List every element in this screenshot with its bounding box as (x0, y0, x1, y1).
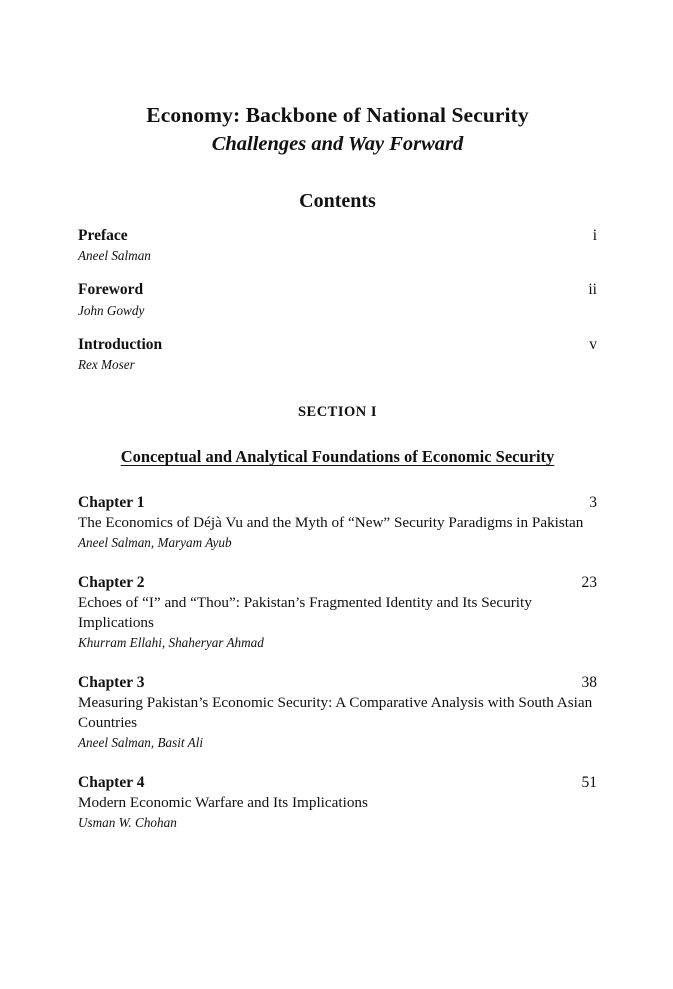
toc-entry-authors: Usman W. Chohan (78, 815, 177, 831)
toc-entry-head (78, 673, 597, 693)
contents-heading: Contents (299, 189, 376, 212)
toc-entry-preface (78, 226, 597, 265)
toc-entry-head (78, 226, 597, 246)
toc-entry-title[interactable]: The Economics of Déjà Vu and the Myth of “New” Security Paradigms in Pakistan (78, 514, 584, 532)
toc-entry-authors: Aneel Salman (78, 247, 151, 263)
toc-entry-authors: Khurram Ellahi, Shaheryar Ahmad (78, 635, 264, 651)
toc-entry-page-number: 38 (581, 673, 597, 691)
toc-entry-title[interactable]: Measuring Pakistan’s Economic Security: A Comparative Analysis with South Asian Countries (78, 694, 593, 732)
toc-entry-head (78, 493, 597, 513)
section-name: SECTION I (297, 404, 378, 421)
toc-entry-label[interactable]: Chapter 1 (78, 494, 145, 512)
toc-entry-title[interactable]: Echoes of “I” and “Thou”: Pakistan’s Fragmented Identity and Its Security Implications (78, 594, 532, 632)
toc-entry-label[interactable]: Preface (78, 226, 128, 244)
toc-entry-page-number: 23 (581, 574, 597, 592)
toc-entry-introduction (78, 335, 597, 374)
section-subtitle (78, 421, 597, 467)
book-title: Economy: Backbone of National Security (146, 103, 529, 127)
toc-entry-head (78, 335, 597, 355)
toc-entry-head (78, 573, 597, 593)
toc-entry-page-number: i (592, 226, 597, 244)
toc-entry-label[interactable]: Chapter 2 (78, 574, 145, 592)
book-subtitle: Challenges and Way Forward (211, 132, 464, 155)
toc-entry-chapter-1 (78, 493, 597, 552)
toc-entry-title[interactable]: Modern Economic Warfare and Its Implications (78, 794, 368, 812)
toc-entry-label[interactable]: Introduction (78, 336, 163, 354)
toc-entry-label[interactable]: Chapter 4 (78, 773, 145, 791)
toc-entry-chapter-4 (78, 773, 597, 832)
chapter-list (78, 493, 597, 832)
toc-entry-page-number: v (589, 336, 597, 354)
toc-entry-page-number: 3 (589, 494, 597, 512)
toc-entry-chapter-2 (78, 573, 597, 652)
toc-entry-head (78, 280, 597, 300)
page-content (78, 0, 597, 832)
toc-entry-page-number: 51 (581, 773, 597, 791)
section-divider (78, 404, 597, 467)
toc-entry-authors: Aneel Salman, Maryam Ayub (78, 535, 232, 551)
toc-entry-authors: Rex Moser (78, 357, 135, 373)
toc-entry-authors: Aneel Salman, Basit Ali (78, 735, 204, 751)
toc-entry-label[interactable]: Foreword (78, 281, 144, 299)
toc-entry-label[interactable]: Chapter 3 (78, 673, 145, 691)
toc-entry-chapter-3 (78, 673, 597, 752)
toc-entry-foreword (78, 280, 597, 319)
toc-entry-authors: John Gowdy (78, 302, 145, 318)
toc-entry-page-number: ii (588, 281, 597, 299)
toc-entry-head (78, 773, 597, 793)
section-subtitle-text: Conceptual and Analytical Foundations of Economic Security (120, 447, 555, 467)
